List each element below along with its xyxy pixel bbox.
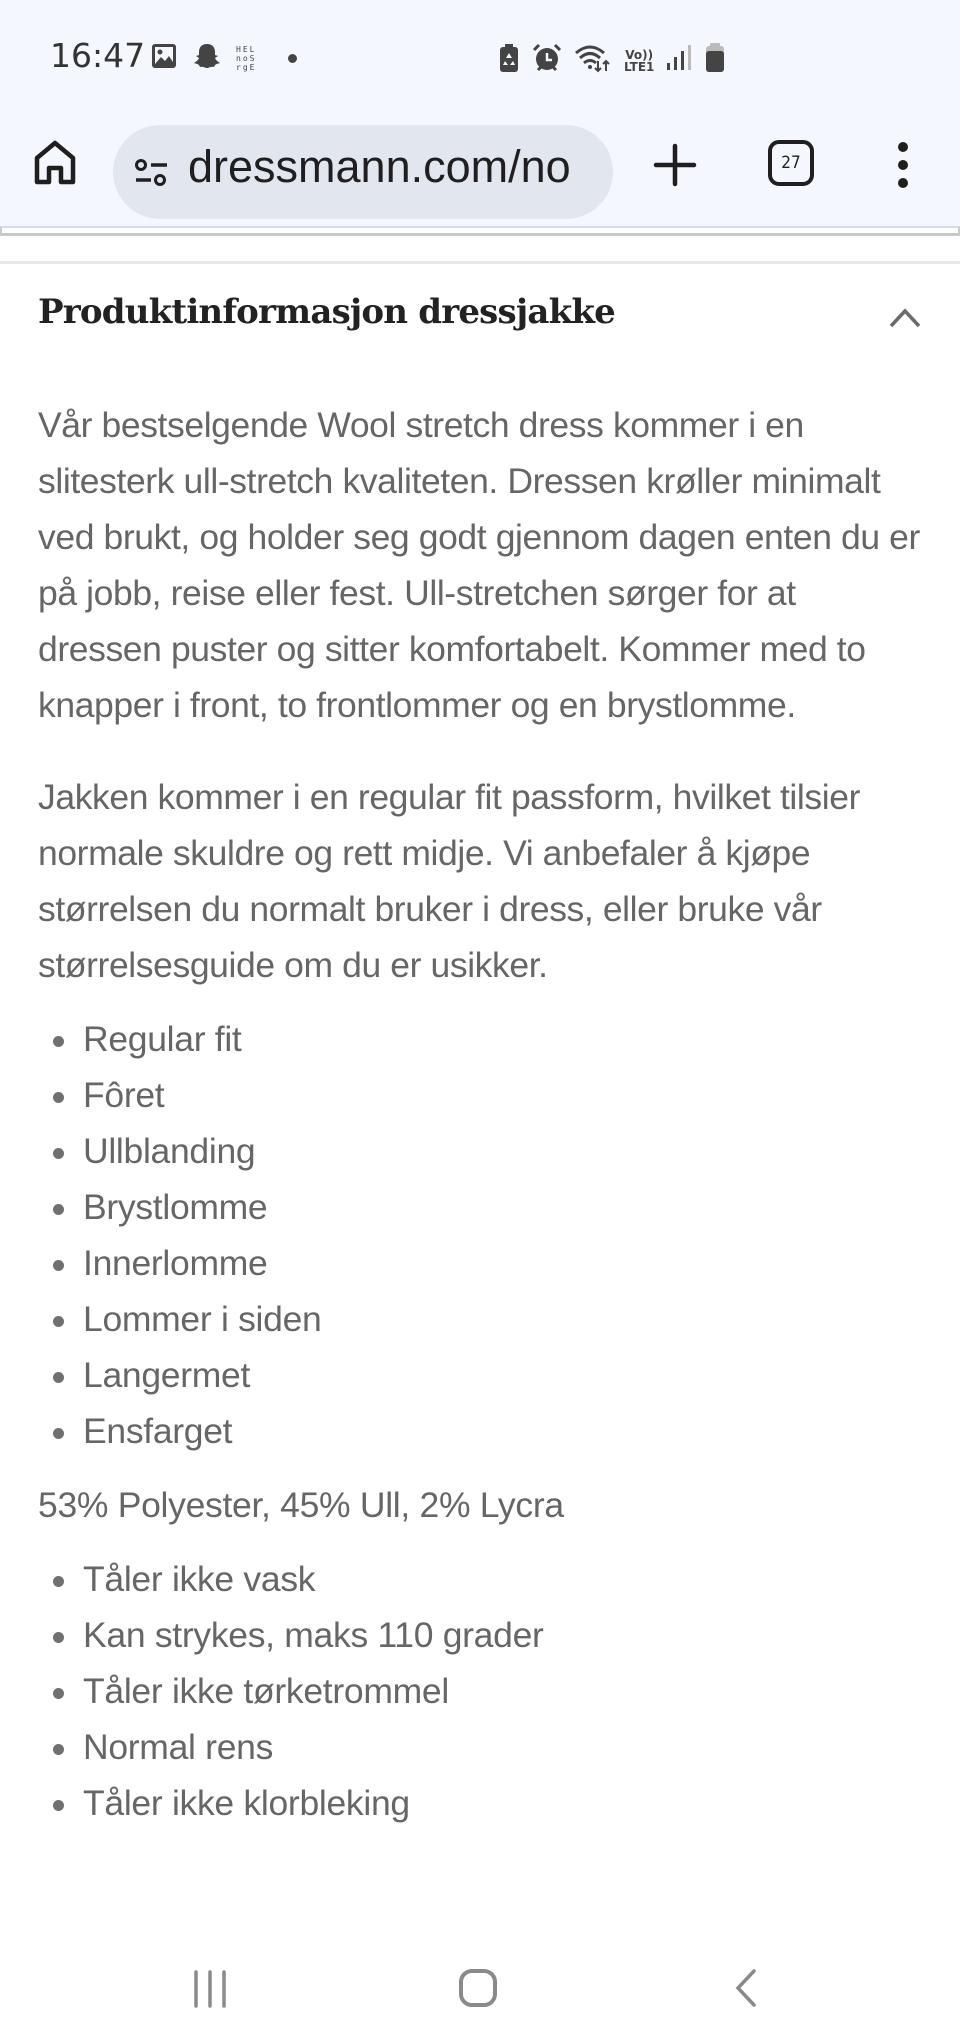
list-item: Regular fit [38, 1011, 928, 1067]
list-item: Langermet [38, 1347, 928, 1403]
battery-saver-icon [498, 43, 520, 78]
list-item: Innerlomme [38, 1235, 928, 1291]
new-tab-button[interactable] [650, 140, 700, 190]
page-top-strip [0, 226, 960, 236]
back-button[interactable] [730, 1968, 760, 2008]
battery-icon [704, 42, 726, 79]
browser-toolbar [0, 112, 960, 226]
status-left-icons [150, 42, 297, 75]
plus-icon [650, 140, 700, 190]
list-item: Ullblanding [38, 1123, 928, 1179]
more-vert-icon [888, 140, 918, 190]
home-outline-icon [458, 1968, 498, 2008]
list-item: Tåler ikke klorbleking [38, 1775, 928, 1831]
status-bar [0, 0, 960, 112]
list-item: Ensfarget [38, 1403, 928, 1459]
gallery-icon [150, 42, 178, 75]
description-paragraph: Vår bestselgende Wool stretch dress kommer i en slitesterk ull-stretch kvaliteten. Dressen krøller minimalt ved brukt, og holder seg godt gjennom dagen enten du er på jobb, reise eller fest. Ull-stretchen sørger for at dressen puster og sitter komfortabelt. Kommer med to knapper i front, to frontlommer og en brystlomme. [38, 405, 920, 725]
recents-button[interactable] [190, 1970, 230, 2008]
product-info-content [38, 397, 928, 1831]
list-item: Tåler ikke tørketrommel [38, 1663, 928, 1719]
back-chevron-icon [730, 1968, 760, 2008]
list-item: Brystlomme [38, 1179, 928, 1235]
volte-icon: Vo)) LTE1 [624, 47, 655, 74]
list-item: Lommer i siden [38, 1291, 928, 1347]
list-item: Tåler ikke vask [38, 1551, 928, 1607]
wifi-icon [574, 43, 612, 78]
recents-icon [190, 1970, 230, 2008]
care-list [38, 1551, 928, 1831]
home-button[interactable] [30, 138, 80, 188]
notification-dot-icon [288, 54, 297, 63]
helsenorge-icon: HEL noS rgE [236, 45, 257, 72]
signal-icon [666, 43, 692, 78]
accordion-header[interactable] [38, 292, 928, 348]
list-item: Normal rens [38, 1719, 928, 1775]
section-title: Produktinformasjon dressjakke [38, 292, 615, 332]
alarm-icon [532, 43, 562, 78]
url-text[interactable]: dressmann.com/no [188, 141, 571, 192]
list-item: Fôret [38, 1067, 928, 1123]
composition-text: 53% Polyester, 45% Ull, 2% Lycra [38, 1485, 564, 1525]
home-icon [30, 138, 80, 188]
fit-paragraph: Jakken kommer i en regular fit passform, hvilket tilsier normale skuldre og rett midje. Vi anbefaler å kjøpe størrelsen du normalt bruker i dress, eller bruke vår størrelsesguide om du er usikker. [38, 777, 860, 985]
status-time: 16:47 [50, 36, 146, 75]
url-fade [573, 125, 613, 219]
tab-switcher-button[interactable]: 27 [768, 140, 814, 186]
nav-home-button[interactable] [458, 1968, 498, 2008]
snapchat-icon [192, 42, 222, 75]
url-bar[interactable] [113, 125, 613, 219]
list-item: Kan strykes, maks 110 grader [38, 1607, 928, 1663]
system-nav-bar [0, 1930, 960, 2027]
site-settings-icon[interactable] [133, 158, 171, 188]
status-right-icons [498, 42, 726, 79]
section-divider [0, 261, 960, 264]
feature-list [38, 1011, 928, 1459]
chevron-up-icon[interactable] [888, 302, 922, 332]
menu-button[interactable] [888, 140, 918, 190]
